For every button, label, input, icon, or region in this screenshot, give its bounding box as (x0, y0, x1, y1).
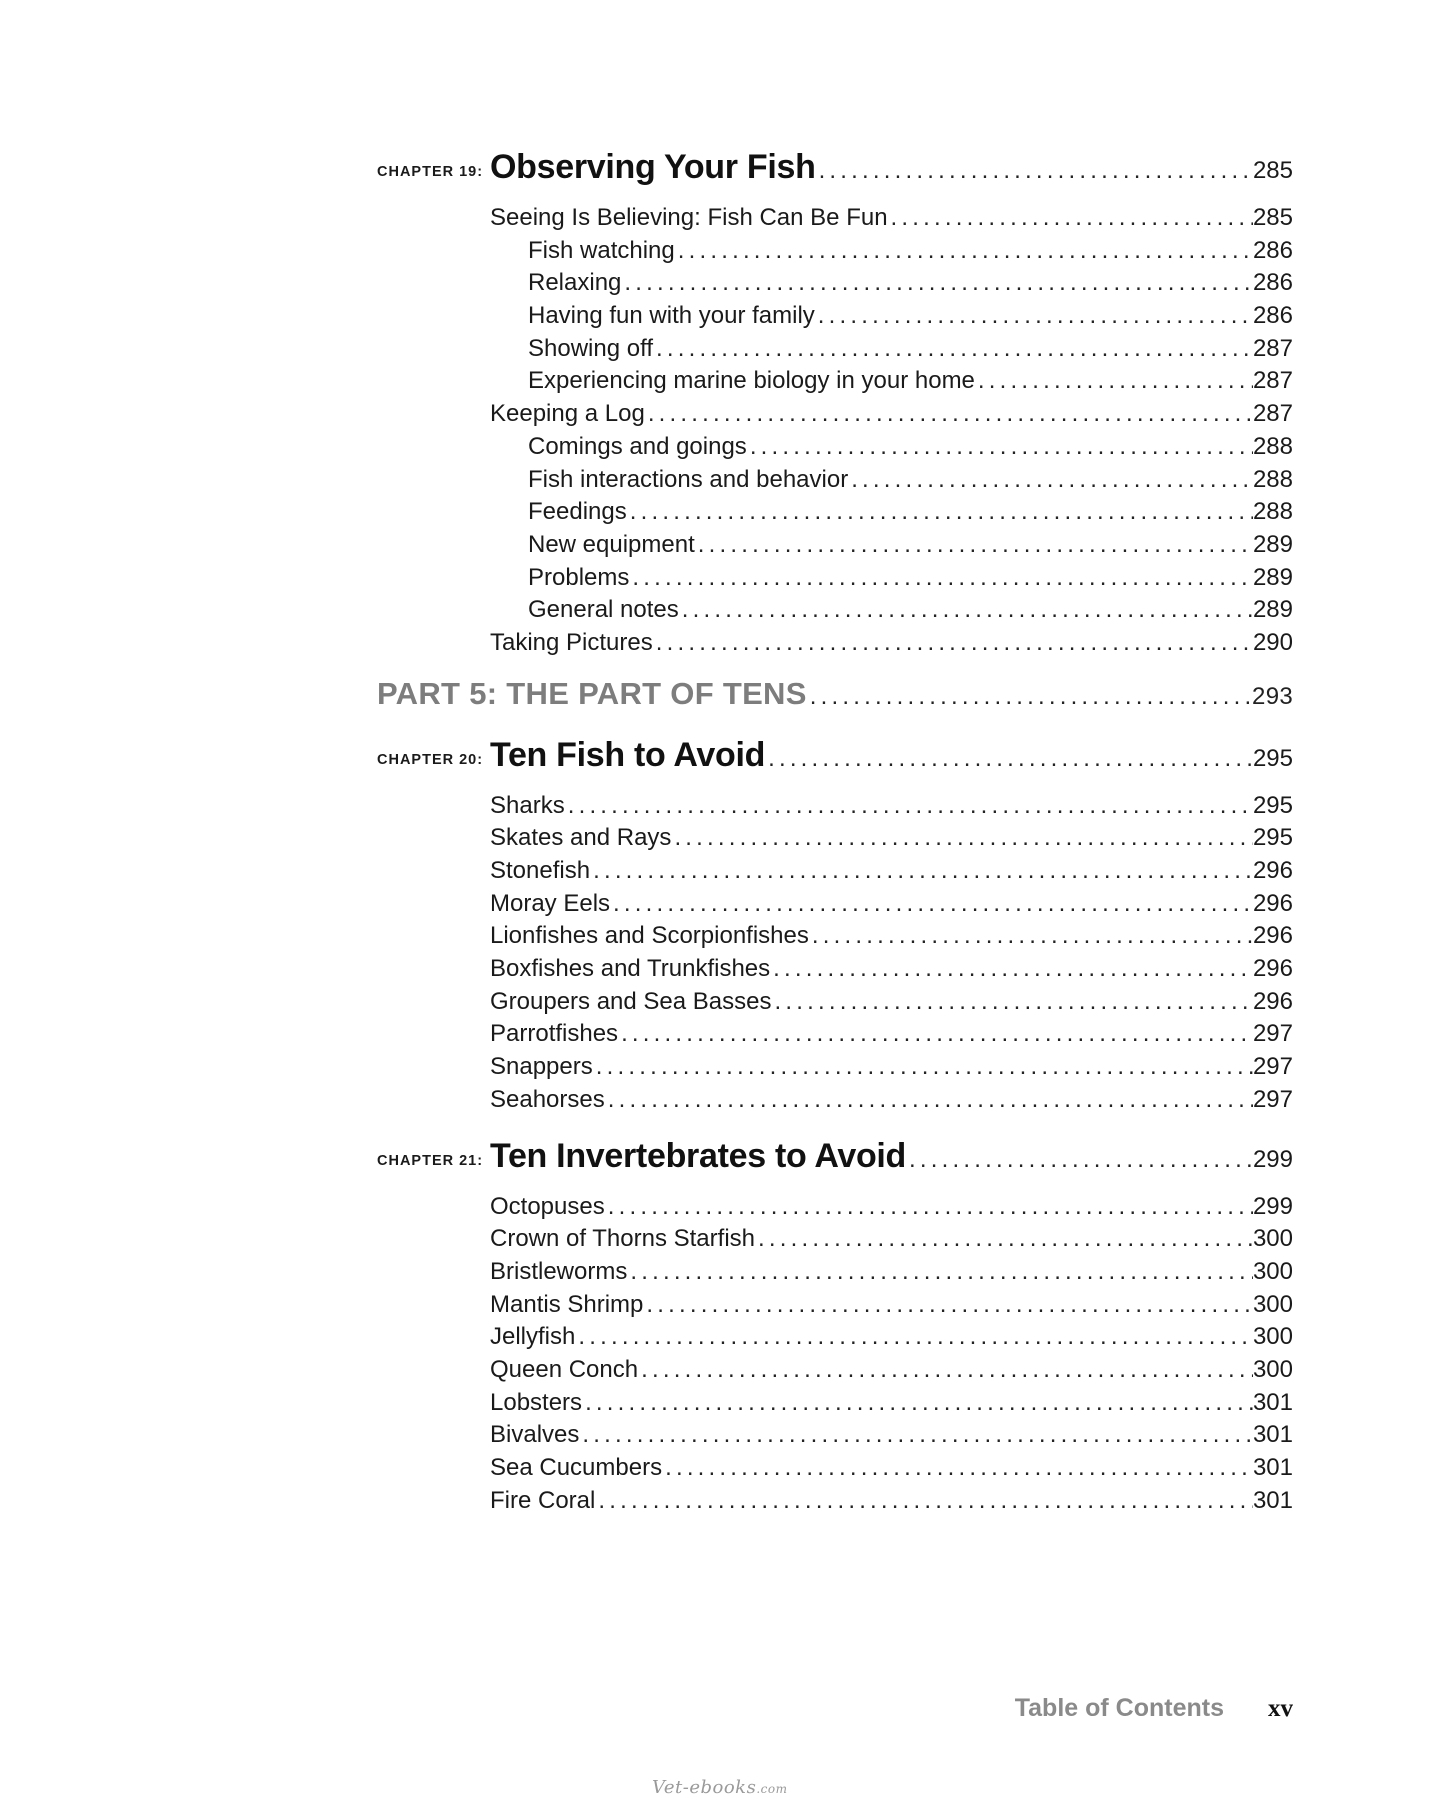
toc-section[interactable] (490, 1020, 1293, 1053)
dot-leader (682, 596, 1253, 624)
page-number: 295 (1252, 744, 1293, 772)
table-of-contents (377, 148, 1293, 1519)
toc-section[interactable] (490, 988, 1293, 1021)
page-number: 293 (1252, 682, 1293, 710)
dot-leader (608, 1193, 1253, 1221)
toc-section[interactable] (490, 1258, 1293, 1291)
page-number: 287 (1252, 400, 1293, 428)
page-number: 301 (1252, 1388, 1293, 1416)
entry-label: Parrotfishes (490, 1020, 619, 1048)
entry-label: Sea Cucumbers (490, 1454, 663, 1481)
entry-label: Skates and Rays (490, 824, 672, 852)
dot-leader (578, 1323, 1253, 1351)
toc-subsection[interactable] (528, 433, 1293, 466)
dot-leader (773, 955, 1253, 983)
dot-leader (624, 269, 1253, 297)
page-number: 287 (1252, 367, 1293, 395)
entry-label: Snappers (490, 1053, 593, 1081)
page-number: 296 (1252, 987, 1293, 1015)
dot-leader (674, 824, 1253, 852)
entry-label: Fire Coral (490, 1486, 596, 1514)
page-number: 285 (1252, 204, 1293, 231)
page-number: 295 (1252, 791, 1293, 819)
page-number: 287 (1252, 334, 1293, 362)
dot-leader (810, 683, 1252, 711)
page-number: 296 (1252, 889, 1293, 917)
watermark (652, 1777, 787, 1798)
dot-leader (596, 1053, 1253, 1081)
entry-label: New equipment (528, 530, 695, 558)
dot-leader (641, 1356, 1253, 1384)
dot-leader (632, 564, 1253, 592)
page-number: 301 (1252, 1486, 1293, 1514)
page-number: 300 (1252, 1323, 1293, 1351)
dot-leader (978, 367, 1253, 395)
dot-leader (648, 400, 1253, 428)
entry-label: Problems (528, 563, 630, 591)
entry-label: General notes (528, 596, 679, 624)
entry-label: Jellyfish (490, 1323, 576, 1351)
dot-leader (630, 1258, 1253, 1286)
dot-leader (812, 922, 1253, 950)
entry-label: Fish watching (528, 236, 675, 264)
entry-label: Crown of Thorns Starfish (490, 1225, 755, 1253)
entry-label: Taking Pictures (490, 628, 653, 656)
dot-leader (758, 1225, 1253, 1253)
toc-subsection[interactable] (528, 531, 1293, 564)
page-number: 297 (1252, 1085, 1293, 1113)
toc-subsection[interactable] (528, 367, 1293, 400)
part-title: PART 5: THE PART OF TENS (377, 675, 807, 711)
toc-section[interactable] (490, 1356, 1293, 1389)
page-number: 297 (1252, 1053, 1293, 1081)
chapter-heading[interactable] (377, 148, 1293, 204)
chapter-title: Ten Fish to Avoid (490, 735, 766, 774)
dot-leader (698, 531, 1253, 559)
page-number: 300 (1252, 1257, 1293, 1285)
toc-subsection[interactable] (528, 335, 1293, 368)
toc-section[interactable] (490, 922, 1293, 955)
chapter-title: Observing Your Fish (490, 148, 816, 186)
toc-section[interactable] (490, 824, 1293, 857)
entry-label: Octopuses (490, 1192, 605, 1220)
page-number: 289 (1252, 563, 1293, 591)
toc-section[interactable] (490, 955, 1293, 988)
toc-section[interactable] (490, 1454, 1293, 1487)
part-heading[interactable] (377, 676, 1293, 736)
page-number: 288 (1252, 498, 1293, 526)
dot-leader (646, 1291, 1253, 1319)
page-number: 290 (1252, 628, 1293, 656)
entry-label: Lionfishes and Scorpionfishes (490, 922, 809, 950)
page-number: 285 (1252, 157, 1293, 184)
spacer (377, 1119, 1293, 1137)
folio-page-number: xv (1268, 1695, 1293, 1722)
dot-leader (613, 890, 1253, 918)
page-number: 296 (1252, 922, 1293, 950)
dot-leader (621, 1020, 1253, 1048)
chapter-number: CHAPTER 20: (377, 751, 484, 768)
entry-label: Experiencing marine biology in your home (528, 367, 975, 395)
dot-leader (768, 745, 1253, 773)
page-number: 299 (1252, 1145, 1293, 1173)
entry-label: Stonefish (490, 857, 591, 884)
page-number: 301 (1252, 1421, 1293, 1449)
entry-label: Seahorses (490, 1085, 605, 1113)
entry-label: Relaxing (528, 269, 622, 297)
toc-section[interactable] (490, 1193, 1293, 1226)
dot-leader (851, 466, 1253, 494)
dot-leader (891, 204, 1253, 232)
toc-section[interactable] (490, 1053, 1293, 1086)
page-number: 295 (1252, 824, 1293, 852)
toc-section[interactable] (490, 1291, 1293, 1324)
entry-label: Moray Eels (490, 889, 611, 917)
entry-label: Feedings (528, 498, 627, 526)
entry-label: Sharks (490, 791, 565, 819)
page-number: 299 (1252, 1192, 1293, 1220)
chapter-heading[interactable] (377, 1137, 1293, 1193)
page-number: 297 (1252, 1020, 1293, 1048)
dot-leader (585, 1389, 1253, 1417)
page-number: 286 (1252, 269, 1293, 297)
watermark-text: Vet-ebooks (652, 1777, 757, 1798)
toc-section[interactable] (490, 1323, 1293, 1356)
entry-label: Bivalves (490, 1421, 580, 1449)
toc-subsection[interactable] (528, 564, 1293, 597)
page-number: 296 (1252, 857, 1293, 884)
entry-label: Showing off (528, 334, 653, 362)
dot-leader (678, 237, 1253, 265)
entry-label: Comings and goings (528, 432, 747, 460)
dot-leader (568, 792, 1253, 820)
entry-label: Keeping a Log (490, 400, 645, 428)
watermark-suffix: .com (756, 1782, 788, 1796)
toc-section[interactable] (490, 857, 1293, 890)
dot-leader (818, 302, 1253, 330)
dot-leader (608, 1086, 1253, 1114)
toc-section[interactable] (490, 1086, 1293, 1119)
toc-section[interactable] (490, 1389, 1293, 1422)
running-footer-title: Table of Contents (1014, 1694, 1224, 1722)
dot-leader (582, 1421, 1253, 1449)
toc-subsection[interactable] (528, 498, 1293, 531)
dot-leader (630, 498, 1253, 526)
entry-label: Boxfishes and Trunkfishes (490, 955, 771, 983)
page-number: 286 (1252, 302, 1293, 330)
page-number: 288 (1252, 465, 1293, 493)
page-footer (1015, 1694, 1293, 1723)
toc-section[interactable] (490, 400, 1293, 433)
page-number: 300 (1252, 1225, 1293, 1253)
page-number: 301 (1252, 1454, 1293, 1481)
page-number: 286 (1252, 236, 1293, 264)
page-number: 289 (1252, 530, 1293, 558)
chapter-heading[interactable] (377, 736, 1293, 792)
entry-label: Lobsters (490, 1388, 583, 1416)
dot-leader (750, 433, 1253, 461)
toc-section[interactable] (490, 204, 1293, 237)
dot-leader (593, 857, 1253, 885)
toc-section[interactable] (490, 1421, 1293, 1454)
page-number: 300 (1252, 1290, 1293, 1318)
page-number: 296 (1252, 955, 1293, 983)
toc-section[interactable] (490, 890, 1293, 923)
toc-subsection[interactable] (528, 466, 1293, 499)
entry-label: Mantis Shrimp (490, 1290, 644, 1318)
entry-label: Groupers and Sea Basses (490, 987, 772, 1015)
toc-section[interactable] (490, 792, 1293, 825)
dot-leader (656, 629, 1253, 657)
toc-subsection[interactable] (528, 237, 1293, 270)
toc-section[interactable] (490, 629, 1293, 662)
entry-label: Seeing Is Believing: Fish Can Be Fun (490, 204, 888, 231)
chapter-number: CHAPTER 19: (377, 164, 484, 180)
dot-leader (665, 1454, 1253, 1482)
entry-label: Queen Conch (490, 1355, 639, 1383)
dot-leader (598, 1487, 1253, 1515)
toc-subsection[interactable] (528, 596, 1293, 629)
entry-label: Having fun with your family (528, 302, 815, 330)
chapter-number: CHAPTER 21: (377, 1152, 484, 1169)
page-number: 288 (1252, 432, 1293, 460)
dot-leader (819, 157, 1253, 185)
chapter-title: Ten Invertebrates to Avoid (490, 1136, 907, 1175)
page-number: 289 (1252, 596, 1293, 624)
toc-section[interactable] (490, 1487, 1293, 1520)
dot-leader (909, 1146, 1253, 1174)
dot-leader (775, 988, 1253, 1016)
toc-subsection[interactable] (528, 302, 1293, 335)
entry-label: Fish interactions and behavior (528, 465, 849, 493)
toc-subsection[interactable] (528, 269, 1293, 302)
entry-label: Bristleworms (490, 1257, 628, 1285)
toc-section[interactable] (490, 1225, 1293, 1258)
page-number: 300 (1252, 1355, 1293, 1383)
dot-leader (656, 335, 1253, 363)
